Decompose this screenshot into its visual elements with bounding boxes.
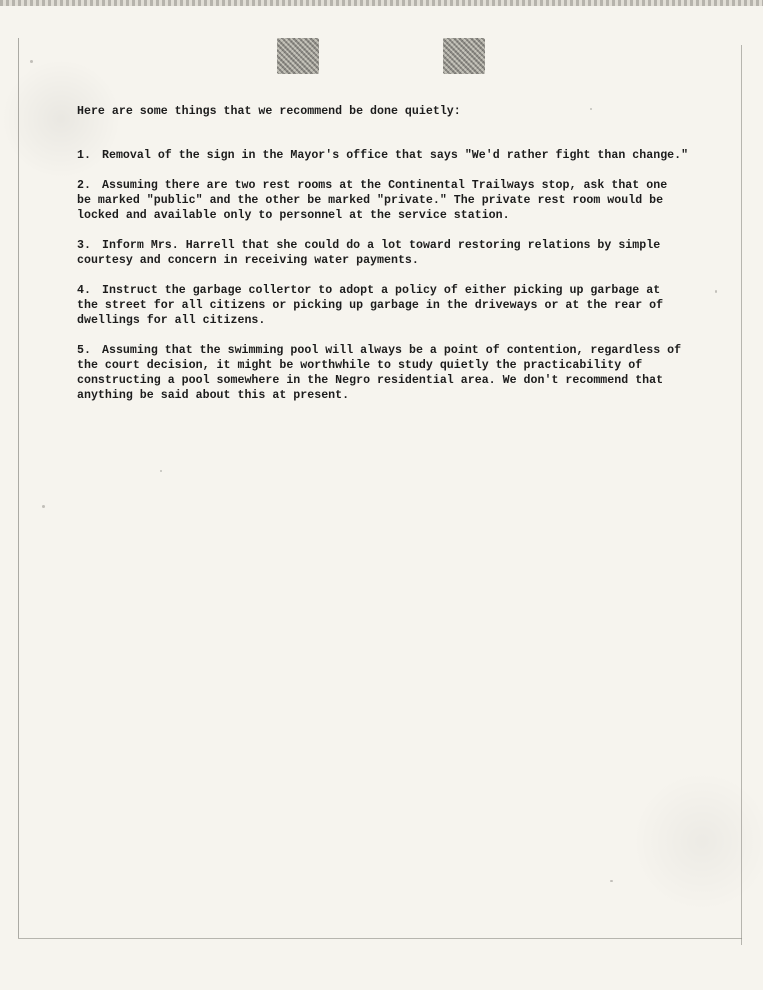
text-line: Removal of the sign in the Mayor's office that says "We'd rather fight than change." xyxy=(102,149,689,162)
page-top-edge xyxy=(0,0,763,6)
text-line: anything be said about this at present. xyxy=(77,389,350,402)
item-number: 1. xyxy=(77,149,91,162)
item-number: 2. xyxy=(77,179,91,192)
text-line: the street for all citizens or picking up garbage in the driveways or at the rear of xyxy=(77,299,664,312)
memo-body xyxy=(77,104,707,418)
bottom-border-line xyxy=(18,938,742,939)
item-text xyxy=(77,238,707,268)
recommendation-item xyxy=(77,238,707,268)
text-line: dwellings for all citizens. xyxy=(77,314,266,327)
recommendation-item xyxy=(77,148,707,163)
text-line: Inform Mrs. Harrell that she could do a lot toward restoring relations by simple xyxy=(102,239,661,252)
redaction-mark-right xyxy=(443,38,485,74)
text-line: be marked "public" and the other be marked "private." The private rest room would be xyxy=(77,194,664,207)
item-text xyxy=(102,148,707,163)
recommendation-item xyxy=(77,283,707,328)
recommendation-item xyxy=(77,343,707,403)
scan-speckle xyxy=(610,880,613,882)
text-line: Instruct the garbage collertor to adopt a policy of either picking up garbage at xyxy=(102,284,661,297)
scan-speckle xyxy=(160,470,162,472)
item-number: 3. xyxy=(77,239,91,252)
text-line: Assuming there are two rest rooms at the Continental Trailways stop, ask that one xyxy=(102,179,668,192)
item-number: 4. xyxy=(77,284,91,297)
right-border-line xyxy=(741,45,742,945)
recommendation-item xyxy=(77,178,707,223)
redaction-mark-left xyxy=(277,38,319,74)
scan-speckle xyxy=(30,60,33,63)
text-line: constructing a pool somewhere in the Negro residential area. We don't recommend that xyxy=(77,374,664,387)
text-line: Assuming that the swimming pool will always be a point of contention, regardless of xyxy=(102,344,682,357)
item-number: 5. xyxy=(77,344,91,357)
text-line: courtesy and concern in receiving water payments. xyxy=(77,254,419,267)
item-text xyxy=(77,178,707,223)
item-text xyxy=(77,283,707,328)
left-border-line xyxy=(18,38,19,938)
text-line: the court decision, it might be worthwhile to study quietly the practicability of xyxy=(77,359,643,372)
item-text xyxy=(77,343,707,403)
text-line: locked and available only to personnel at the service station. xyxy=(77,209,510,222)
intro-sentence: Here are some things that we recommend be done quietly: xyxy=(77,105,461,118)
scan-speckle xyxy=(715,290,717,293)
scan-speckle xyxy=(42,505,45,508)
